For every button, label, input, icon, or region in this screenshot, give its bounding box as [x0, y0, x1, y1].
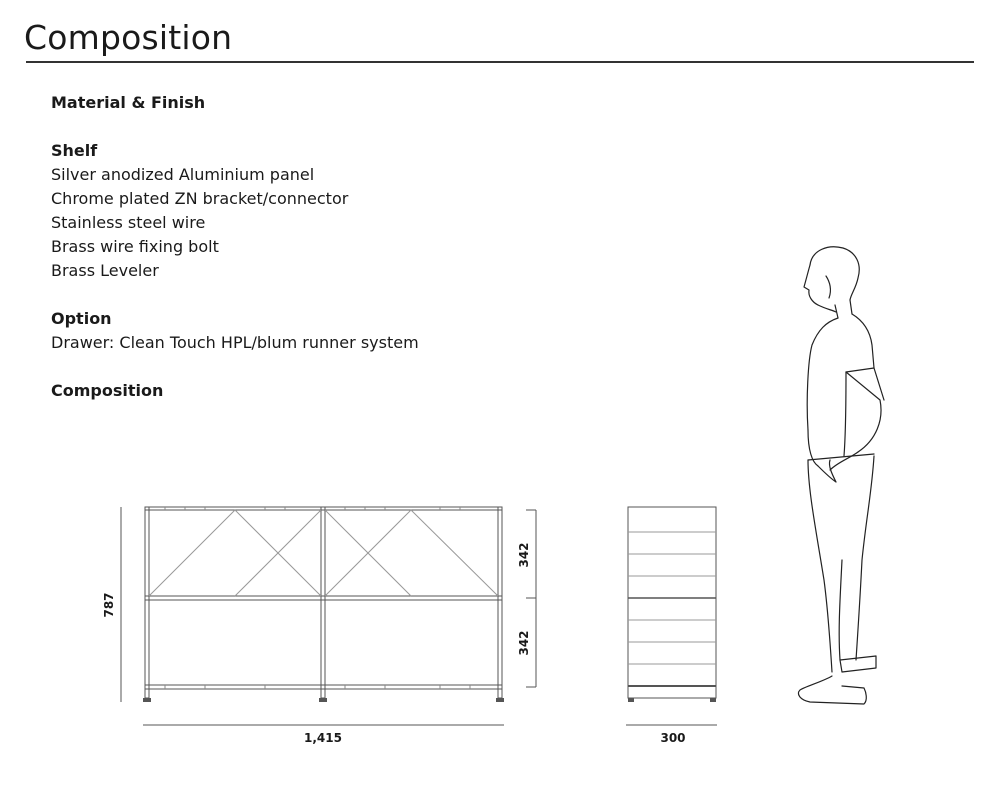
shelf-item: Silver anodized Aluminium panel [51, 165, 315, 184]
composition-heading: Composition [51, 381, 164, 400]
height-total-dimension: 787 [102, 592, 116, 618]
option-heading: Option [51, 309, 112, 328]
height-upper-dimension: 342 [517, 542, 531, 568]
page-title: Composition [24, 18, 233, 57]
material-finish-heading: Material & Finish [51, 93, 206, 112]
shelf-item: Stainless steel wire [51, 213, 206, 232]
side-elevation [626, 507, 717, 725]
front-elevation [143, 507, 504, 702]
shelf-heading: Shelf [51, 141, 98, 160]
shelf-item: Brass Leveler [51, 261, 159, 280]
front-dimensions [121, 507, 536, 725]
human-scale-figure [798, 247, 884, 704]
depth-dimension: 300 [660, 731, 686, 745]
height-lower-dimension: 342 [517, 630, 531, 656]
shelf-item: Chrome plated ZN bracket/connector [51, 189, 349, 208]
option-item: Drawer: Clean Touch HPL/blum runner system [51, 333, 419, 352]
shelf-item: Brass wire fixing bolt [51, 237, 219, 256]
width-dimension: 1,415 [304, 731, 342, 745]
